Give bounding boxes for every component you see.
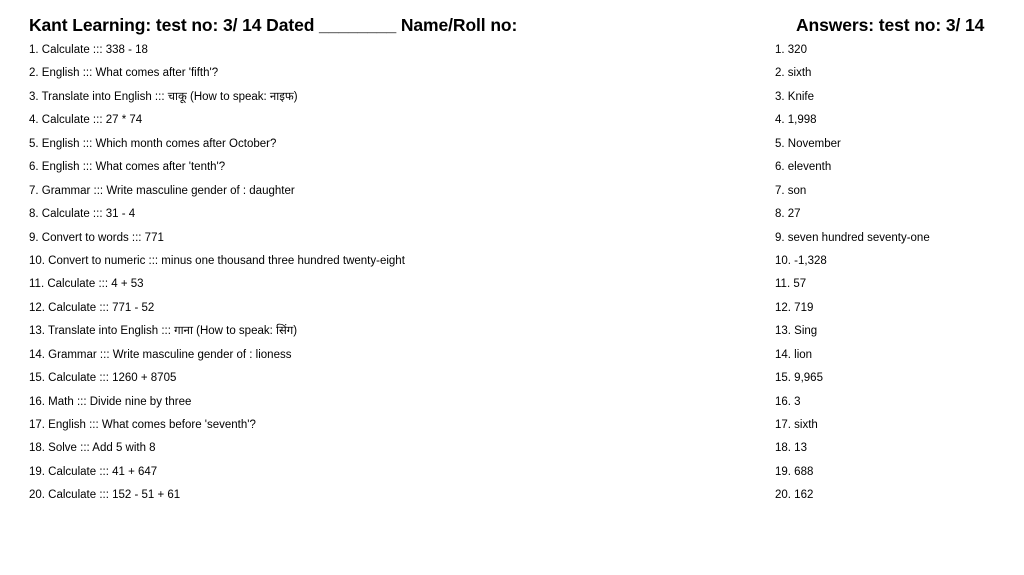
question-item: 11. Calculate ::: 4 + 53 <box>29 278 144 291</box>
answer-item: 6. eleventh <box>775 161 832 174</box>
question-item: 19. Calculate ::: 41 + 647 <box>29 465 158 478</box>
answer-item: 1. 320 <box>775 44 807 56</box>
answers-title: Answers: test no: 3/ 14 <box>796 15 985 35</box>
question-item: 2. English ::: What comes after 'fifth'? <box>29 67 219 80</box>
answer-item: 4. 1,998 <box>775 114 817 127</box>
question-item: 15. Calculate ::: 1260 + 8705 <box>29 372 177 385</box>
answer-item: 16. 3 <box>775 395 801 408</box>
answer-item: 3. Knife <box>775 90 814 103</box>
question-item: 6. English ::: What comes after 'tenth'? <box>29 161 226 174</box>
question-list <box>29 42 749 511</box>
answer-item: 2. sixth <box>775 67 812 80</box>
question-item: 8. Calculate ::: 31 - 4 <box>29 208 136 221</box>
answer-item: 13. Sing <box>775 325 818 338</box>
question-item: 9. Convert to words ::: 771 <box>29 231 164 244</box>
answer-item: 10. -1,328 <box>775 254 827 267</box>
question-item: 5. English ::: Which month comes after October? <box>29 137 277 150</box>
answer-item: 7. son <box>775 184 807 197</box>
question-item: 14. Grammar ::: Write masculine gender of : lioness <box>29 348 292 361</box>
answer-item: 8. 27 <box>775 208 801 221</box>
answer-list <box>775 42 1015 511</box>
question-item: 13. Translate into English ::: गाना (How to speak: सिंग) <box>29 325 298 338</box>
question-item: 10. Convert to numeric ::: minus one thousand three hundred twenty-eight <box>29 254 405 267</box>
answer-item: 20. 162 <box>775 489 814 502</box>
question-item: 20. Calculate ::: 152 - 51 + 61 <box>29 489 181 502</box>
answer-item: 18. 13 <box>775 442 807 455</box>
answer-item: 17. sixth <box>775 419 818 431</box>
question-item: 3. Translate into English ::: चाकू (How to speak: नाइफ) <box>29 90 298 103</box>
answer-item: 11. 57 <box>775 278 807 291</box>
answer-item: 19. 688 <box>775 465 814 478</box>
worksheet-title: Kant Learning: test no: 3/ 14 Dated ________ Name/Roll no: <box>29 15 518 35</box>
answer-item: 9. seven hundred seventy-one <box>775 231 930 244</box>
answer-item: 14. lion <box>775 348 813 361</box>
question-item: 7. Grammar ::: Write masculine gender of : daughter <box>29 184 295 197</box>
question-item: 12. Calculate ::: 771 - 52 <box>29 301 155 314</box>
question-item: 17. English ::: What comes before 'seventh'? <box>29 419 256 431</box>
question-item: 1. Calculate ::: 338 - 18 <box>29 44 148 56</box>
question-item: 18. Solve ::: Add 5 with 8 <box>29 442 156 455</box>
question-item: 16. Math ::: Divide nine by three <box>29 395 192 408</box>
answer-item: 5. November <box>775 137 841 150</box>
answer-item: 15. 9,965 <box>775 372 823 385</box>
answer-item: 12. 719 <box>775 301 814 314</box>
question-item: 4. Calculate ::: 27 * 74 <box>29 114 143 127</box>
